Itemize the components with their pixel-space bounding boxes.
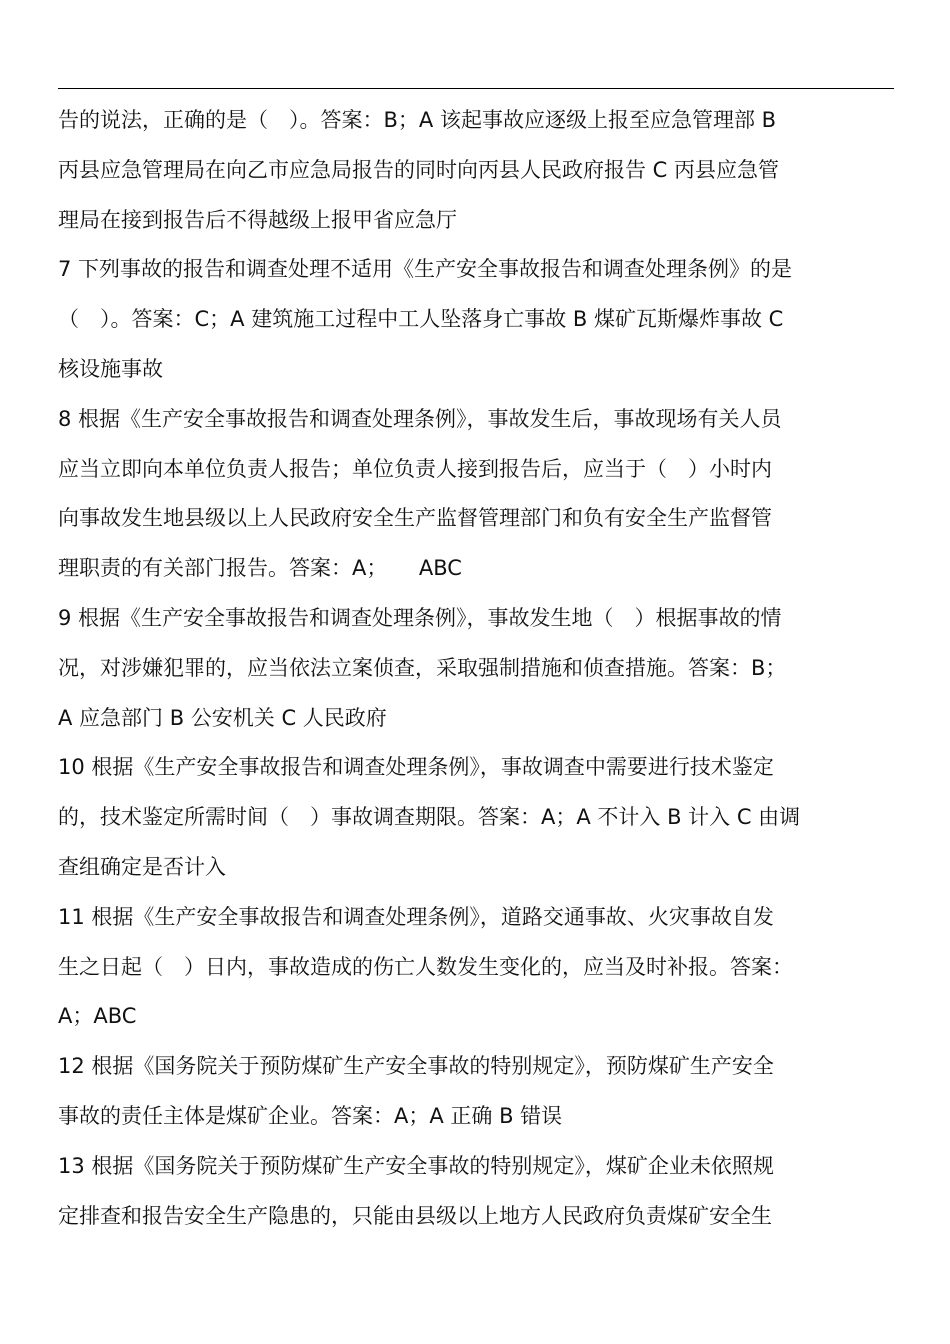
header-rule	[58, 88, 894, 89]
text-line: 丙县应急管理局在向乙市应急局报告的同时向丙县人民政府报告 C 丙县应急管	[58, 157, 780, 182]
text-line: （ ）。答案：C；A 建筑施工过程中工人坠落身亡事故 B 煤矿瓦斯爆炸事故 C	[58, 307, 784, 332]
question-12-line: 12 根据《国务院关于预防煤矿生产安全事故的特别规定》，预防煤矿生产安全	[58, 1054, 774, 1079]
text-line: 应当立即向本单位负责人报告；单位负责人接到报告后，应当于（ ）小时内	[58, 456, 772, 481]
document-body	[58, 96, 894, 1241]
text-line: 查组确定是否计入	[58, 854, 226, 879]
question-13-line: 13 根据《国务院关于预防煤矿生产安全事故的特别规定》，煤矿企业未依照规	[58, 1153, 774, 1178]
text-line: A 应急部门 B 公安机关 C 人民政府	[58, 705, 387, 730]
text-line: A；ABC	[58, 1004, 137, 1029]
text-line: 事故的责任主体是煤矿企业。答案：A；A 正确 B 错误	[58, 1103, 563, 1128]
text-line: 告的说法，正确的是（ ）。答案：B；A 该起事故应逐级上报至应急管理部 B	[58, 108, 777, 132]
question-8-line: 8 根据《生产安全事故报告和调查处理条例》，事故发生后，事故现场有关人员	[58, 406, 782, 431]
text-line: 核设施事故	[58, 356, 163, 381]
question-10-line: 10 根据《生产安全事故报告和调查处理条例》，事故调查中需要进行技术鉴定	[58, 755, 774, 780]
text-line: 理职责的有关部门报告。答案：A； ABC	[58, 556, 462, 581]
question-11-line: 11 根据《生产安全事故报告和调查处理条例》，道路交通事故、火灾事故自发	[58, 904, 774, 929]
text-line: 况，对涉嫌犯罪的，应当依法立案侦查，采取强制措施和侦查措施。答案：B；	[58, 655, 787, 680]
question-7-line: 7 下列事故的报告和调查处理不适用《生产安全事故报告和调查处理条例》的是	[58, 257, 793, 282]
text-line: 的，技术鉴定所需时间（ ）事故调查期限。答案：A；A 不计入 B 计入 C 由调	[58, 805, 801, 830]
question-9-line: 9 根据《生产安全事故报告和调查处理条例》，事故发生地（ ）根据事故的情	[58, 605, 782, 630]
text-line: 向事故发生地县级以上人民政府安全生产监督管理部门和负有安全生产监督管	[58, 506, 772, 531]
text-line: 理局在接到报告后不得越级上报甲省应急厅	[58, 207, 457, 232]
text-line: 生之日起（ ）日内，事故造成的伤亡人数发生变化的，应当及时补报。答案：	[58, 954, 793, 979]
text-line: 定排查和报告安全生产隐患的，只能由县级以上地方人民政府负责煤矿安全生	[58, 1203, 772, 1228]
